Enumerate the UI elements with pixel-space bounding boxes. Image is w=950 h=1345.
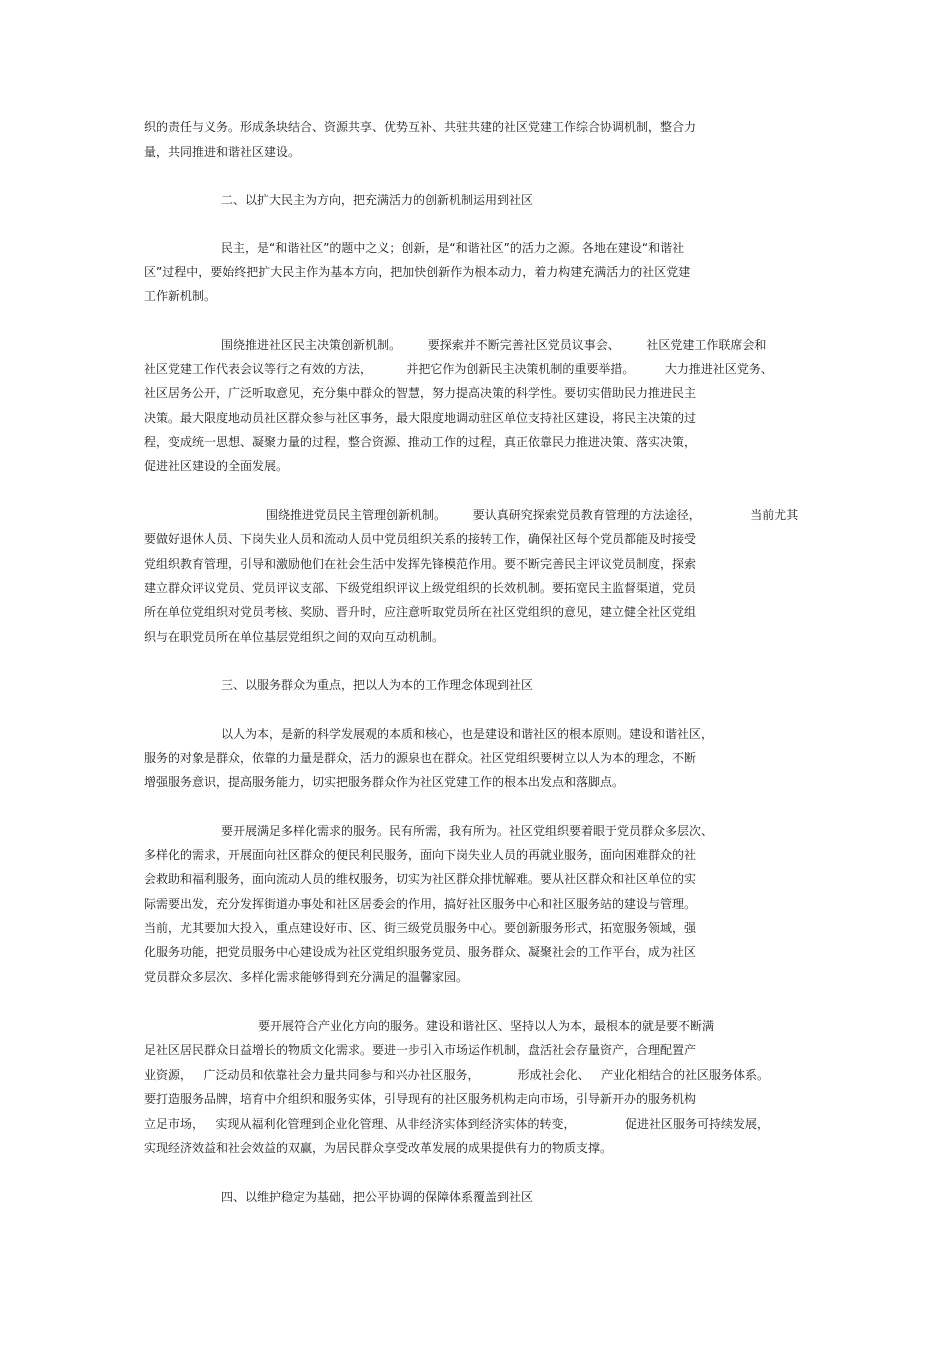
paragraph-line: 足社区居民群众日益增长的物质文化需求。要进一步引入市场运作机制，盘活社会存量资产，合理配置产 [144,1043,697,1057]
paragraph-line: 际需要出发，充分发挥街道办事处和社区居委会的作用，搞好社区服务中心和社区服务站的建设与管理。 [144,897,697,911]
paragraph-line: 实现经济效益和社会效益的双赢，为居民群众享受改革发展的成果提供有力的物质支撑。 [144,1141,613,1155]
paragraph-line: 以人为本，是新的科学发展观的本质和核心，也是建设和谐社区的根本原则。建设和谐社区， [221,727,714,741]
paragraph-line: 促进社区建设的全面发展。 [144,459,289,473]
paragraph-line: 多样化的需求，开展面向社区群众的便民利民服务，面向下岗失业人员的再就业服务，面向困难群众的社 [144,848,697,862]
paragraph-line: 服务的对象是群众，依靠的力量是群众，活力的源泉也在群众。社区党组织要树立以人为本的理念，不断 [144,751,697,765]
paragraph-line: 会救助和福利服务，面向流动人员的维权服务，切实为社区群众排忧解难。要从社区群众和社区单位的实 [144,872,697,886]
paragraph-line: 立足市场， 实现从福利化管理到企业化管理、从非经济实体到经济实体的转变， 促进社区服务可持续发展， [144,1117,770,1131]
paragraph-line: 量，共同推进和谐社区建设。 [144,145,301,159]
paragraph-line: 围绕推进社区民主决策创新机制。 要探索并不断完善社区党员议事会、 社区党建工作联席会和 [221,338,767,352]
paragraph-line: 围绕推进党员民主管理创新机制。 要认真研究探索党员教育管理的方法途径， 当前尤其 [266,508,799,522]
paragraph-line: 党员群众多层次、多样化需求能够得到充分满足的温馨家园。 [144,970,469,984]
paragraph-line: 化服务功能，把党员服务中心建设成为社区党组织服务党员、服务群众、凝聚社会的工作平台，成为社区 [144,945,697,959]
paragraph-line: 所在单位党组织对党员考核、奖励、晋升时，应注意听取党员所在社区党组织的意见，建立健全社区党组 [144,605,697,619]
paragraph-line: 社区党建工作代表会议等行之有效的方法， 并把它作为创新民主决策机制的重要举措。 大力推进社区党务、 [144,362,773,376]
paragraph-line: 织的责任与义务。形成条块结合、资源共享、优势互补、共驻共建的社区党建工作综合协调机制，整合力 [144,120,697,134]
paragraph-line: 工作新机制。 [144,289,217,303]
paragraph-line: 党组织教育管理，引导和激励他们在社会生活中发挥先锋模范作用。要不断完善民主评议党员制度，探索 [144,557,697,571]
section-heading-2: 二、以扩大民主为方向，把充满活力的创新机制运用到社区 [221,193,534,207]
paragraph-line: 当前，尤其要加大投入，重点建设好市、区、街三级党员服务中心。要创新服务形式，拓宽服务领域，强 [144,921,697,935]
paragraph-line: 程，变成统一思想、凝聚力量的过程，整合资源、推动工作的过程，真正依靠民力推进决策、落实决策， [144,435,697,449]
section-heading-3: 三、以服务群众为重点，把以人为本的工作理念体现到社区 [221,678,534,692]
paragraph-line: 要开展符合产业化方向的服务。建设和谐社区、坚持以人为本，最根本的就是要不断满 [258,1019,715,1033]
paragraph-line: 社区居务公开，广泛听取意见，充分集中群众的智慧，努力提高决策的科学性。要切实借助民力推进民主 [144,386,697,400]
paragraph-line: 织与在职党员所在单位基层党组织之间的双向互动机制。 [144,630,445,644]
paragraph-line: 建立群众评议党员、党员评议支部、下级党组织评议上级党组织的长效机制。要拓宽民主监督渠道，党员 [144,581,697,595]
paragraph-line: 区”过程中，要始终把扩大民主作为基本方向，把加快创新作为根本动力，着力构建充满活力的社区党建 [144,265,691,279]
paragraph-line: 要做好退休人员、下岗失业人员和流动人员中党员组织关系的接转工作，确保社区每个党员都能及时接受 [144,532,697,546]
section-heading-4: 四、以维护稳定为基础，把公平协调的保障体系覆盖到社区 [221,1190,534,1204]
paragraph-line: 民主，是“和谐社区”的题中之义；创新，是“和谐社区”的活力之源。各地在建设“和谐社 [221,241,685,255]
paragraph-line: 要开展满足多样化需求的服务。民有所需，我有所为。社区党组织要着眼于党员群众多层次、 [221,824,714,838]
paragraph-line: 决策。最大限度地动员社区群众参与社区事务，最大限度地调动驻区单位支持社区建设，将民主决策的过 [144,411,697,425]
paragraph-line: 业资源， 广泛动员和依靠社会力量共同参与和兴办社区服务， 形成社会化、 产业化相结合的社区服务体系。 [144,1068,770,1082]
paragraph-line: 要打造服务品牌，培育中介组织和服务实体，引导现有的社区服务机构走向市场，引导新开办的服务机构 [144,1092,697,1106]
paragraph-line: 增强服务意识，提高服务能力，切实把服务群众作为社区党建工作的根本出发点和落脚点。 [144,775,625,789]
